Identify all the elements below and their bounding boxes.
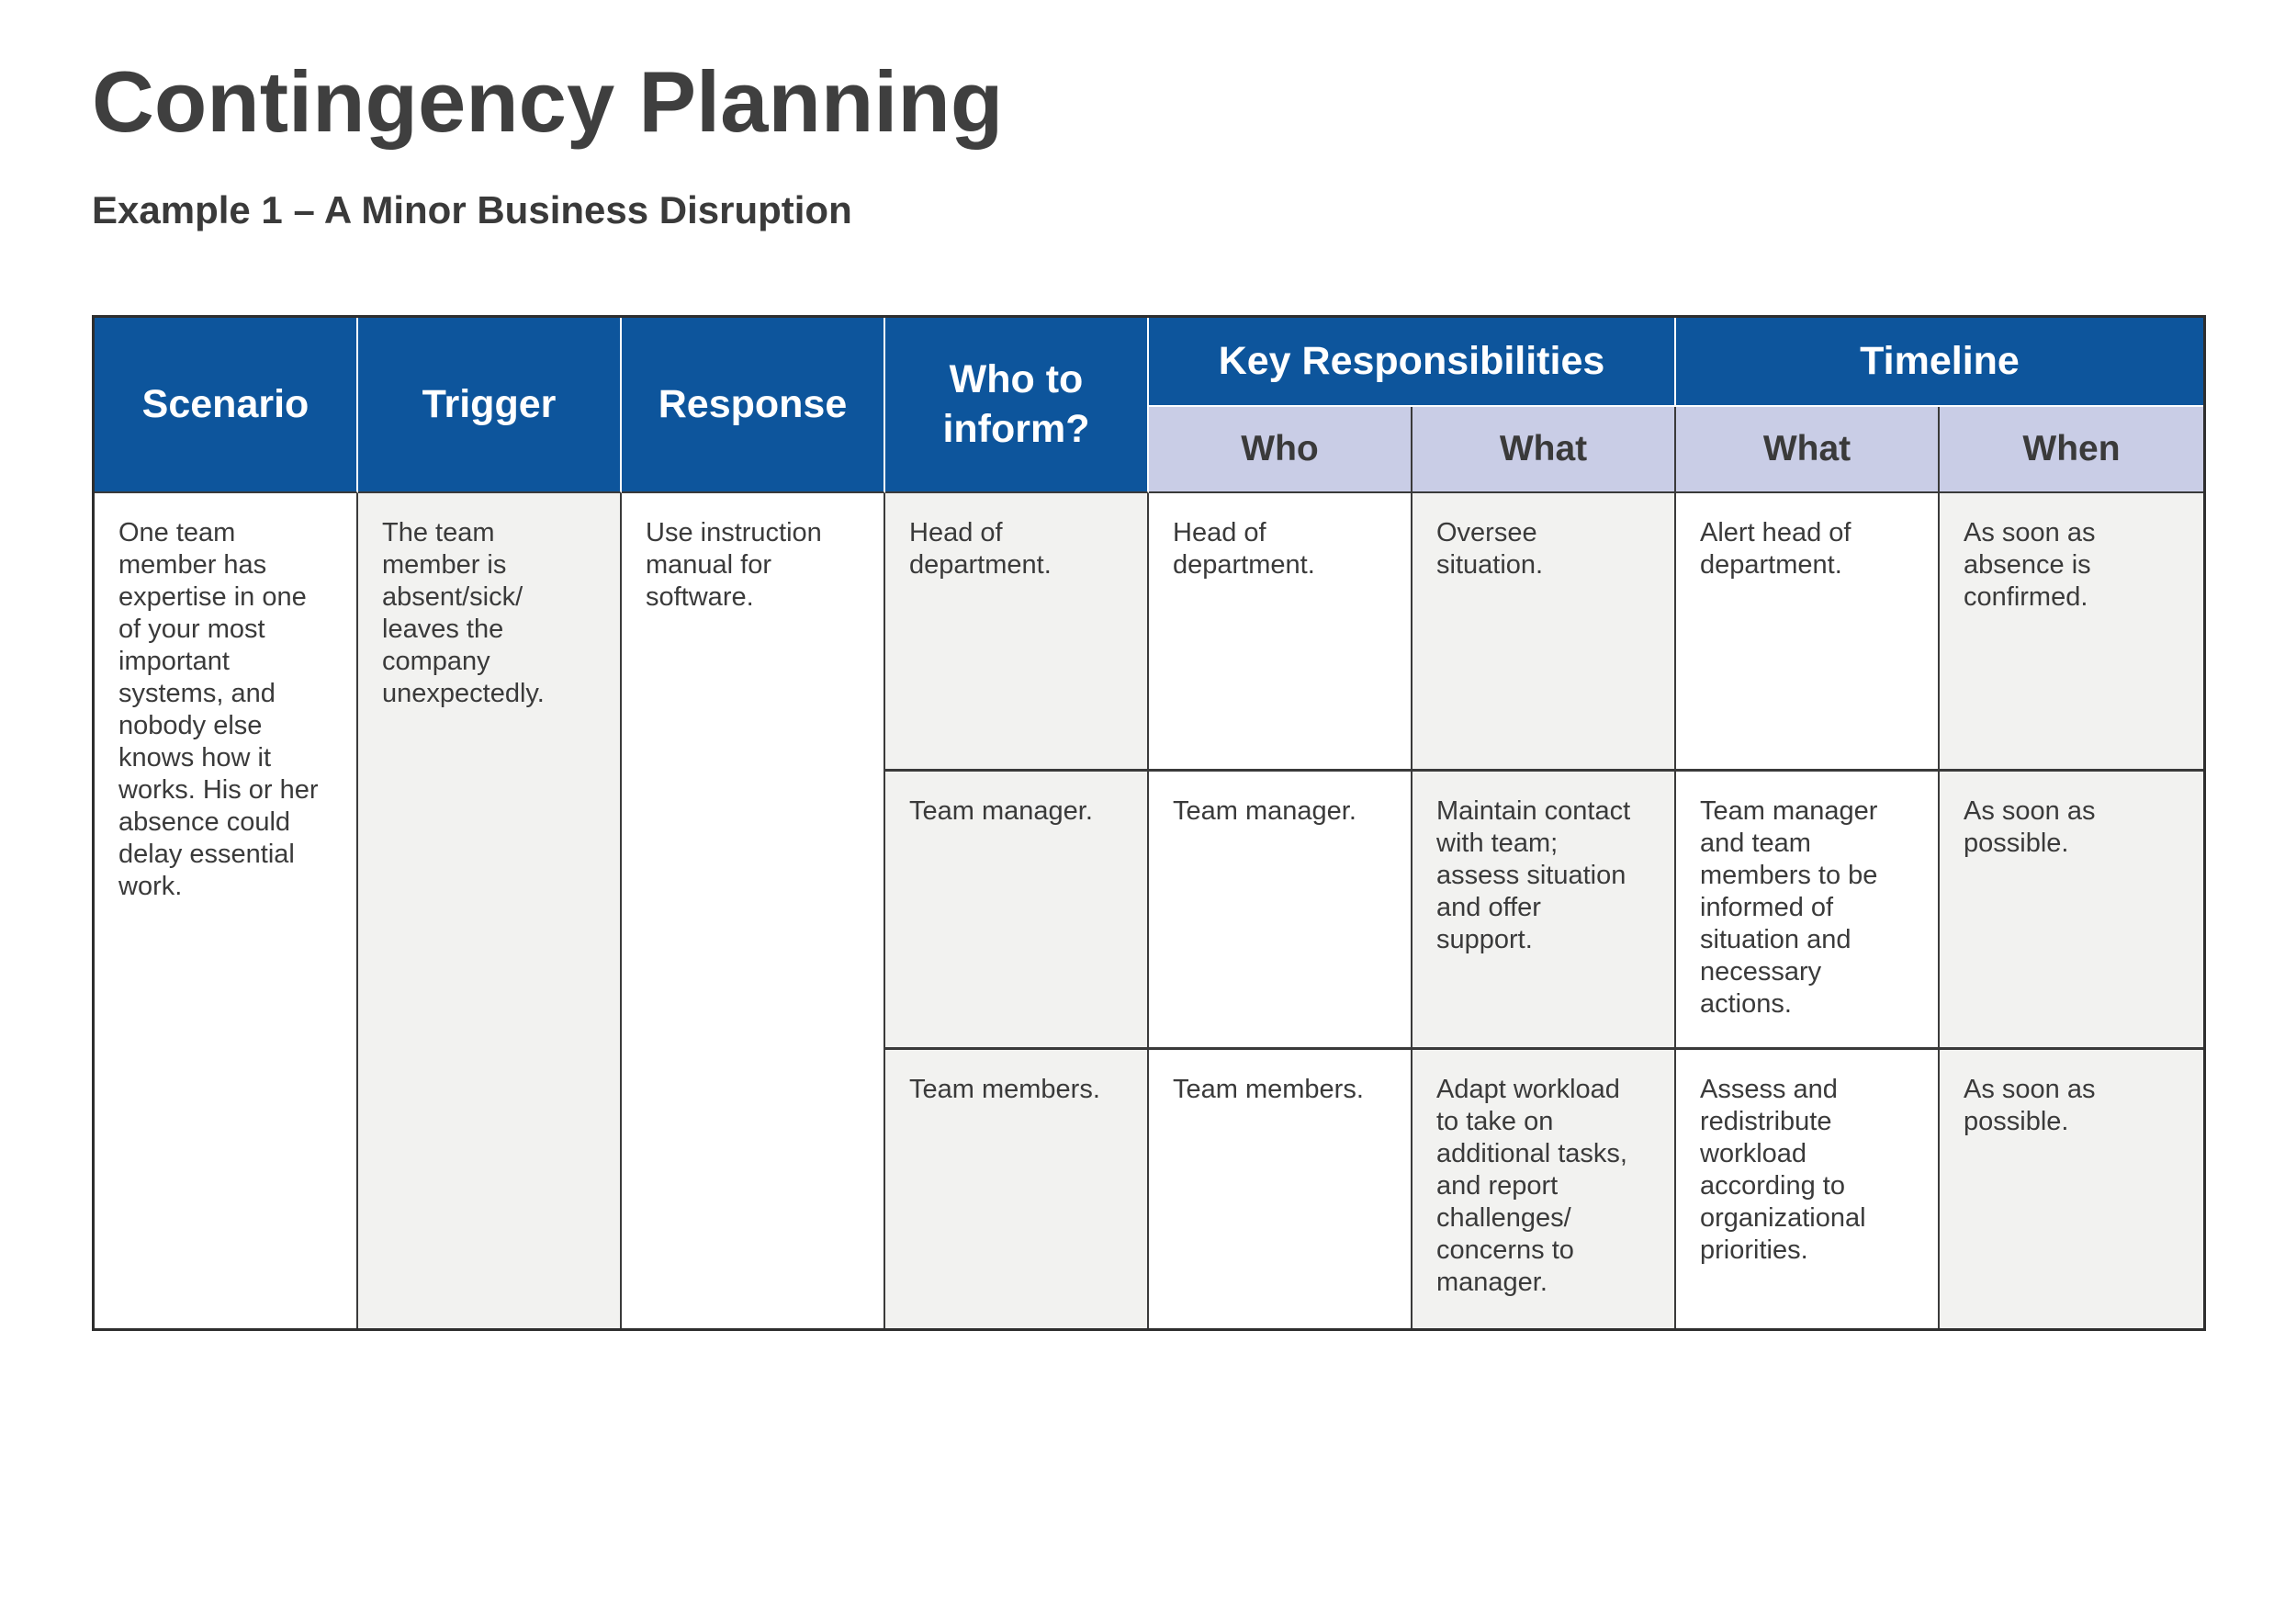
- cell-tl-when-row1: As soon as absence is confirmed.: [1940, 493, 2203, 772]
- cell-tl-what-row3: Assess and redistribute workload according to organizational priorities.: [1676, 1050, 1940, 1328]
- column-header-trigger: Trigger: [358, 318, 622, 493]
- column-group-timeline: Timeline: [1676, 318, 2203, 407]
- page-title: Contingency Planning: [92, 53, 1004, 150]
- column-header-response: Response: [622, 318, 885, 493]
- subheader-kr-what: What: [1412, 407, 1676, 493]
- cell-kr-what-row2: Maintain contact with team; assess situation and offer support.: [1412, 772, 1676, 1050]
- contingency-table: [95, 318, 2203, 1328]
- cell-inform-row1: Head of department.: [885, 493, 1149, 772]
- contingency-table-container: [92, 315, 2206, 1331]
- cell-kr-what-row1: Oversee situation.: [1412, 493, 1676, 772]
- subheader-tl-what: What: [1676, 407, 1940, 493]
- column-header-who-to-inform: Who to inform?: [885, 318, 1149, 493]
- cell-response: Use instruction manual for software.: [622, 493, 885, 1328]
- cell-tl-when-row3: As soon as possible.: [1940, 1050, 2203, 1328]
- cell-kr-who-row3: Team members.: [1149, 1050, 1412, 1328]
- page-subtitle: Example 1 – A Minor Business Disruption: [92, 188, 852, 231]
- cell-kr-who-row1: Head of department.: [1149, 493, 1412, 772]
- cell-inform-row2: Team manager.: [885, 772, 1149, 1050]
- cell-kr-who-row2: Team manager.: [1149, 772, 1412, 1050]
- table-row: [95, 493, 2203, 772]
- cell-scenario: One team member has expertise in one of your most important systems, and nobody else knows how it works. His or her absence could delay essential work.: [95, 493, 358, 1328]
- cell-inform-row3: Team members.: [885, 1050, 1149, 1328]
- column-group-key-responsibilities: Key Responsibilities: [1149, 318, 1676, 407]
- cell-kr-what-row3: Adapt workload to take on additional tasks, and report challenges/ concerns to manager.: [1412, 1050, 1676, 1328]
- column-header-scenario: Scenario: [95, 318, 358, 493]
- cell-trigger: The team member is absent/sick/ leaves the company unexpectedly.: [358, 493, 622, 1328]
- subheader-kr-who: Who: [1149, 407, 1412, 493]
- subheader-tl-when: When: [1940, 407, 2203, 493]
- cell-tl-when-row2: As soon as possible.: [1940, 772, 2203, 1050]
- cell-tl-what-row1: Alert head of department.: [1676, 493, 1940, 772]
- cell-tl-what-row2: Team manager and team members to be informed of situation and necessary actions.: [1676, 772, 1940, 1050]
